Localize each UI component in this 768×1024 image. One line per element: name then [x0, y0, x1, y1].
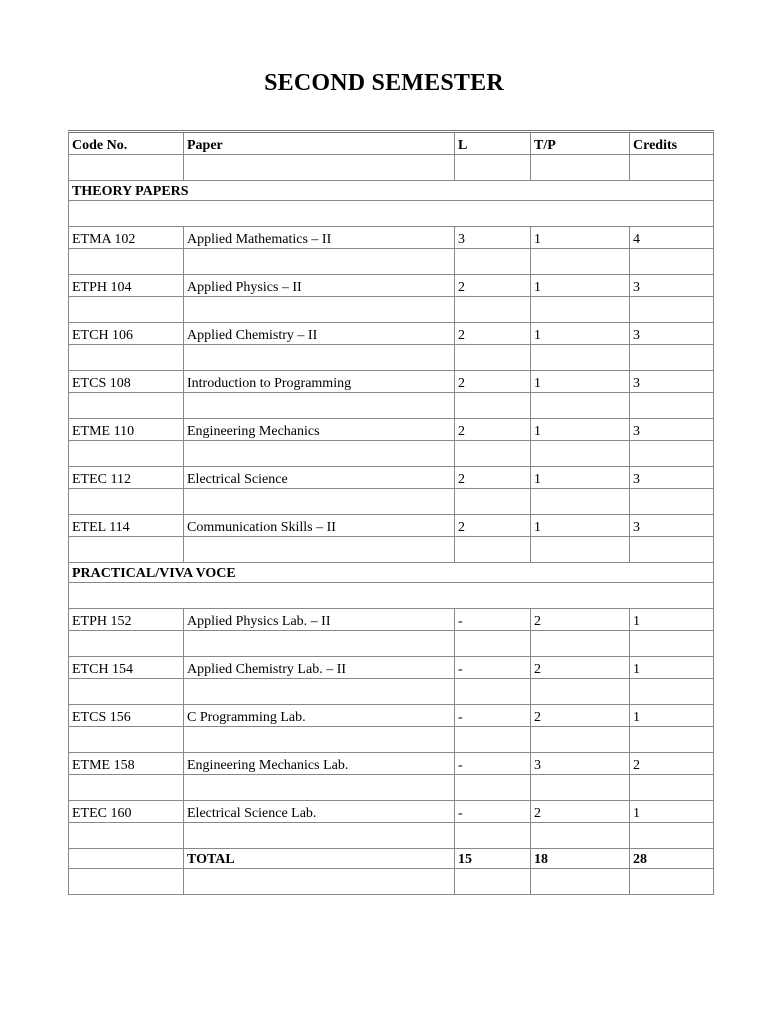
header-row	[69, 132, 714, 155]
total-l: 15	[455, 849, 531, 869]
header-tp: T/P	[531, 132, 630, 155]
spacer-row	[69, 201, 714, 227]
cell-tp: 2	[531, 705, 630, 727]
cell-tp: 2	[531, 801, 630, 823]
course-schedule-table	[68, 130, 714, 895]
cell-credits: 3	[630, 371, 714, 393]
table-row	[69, 657, 714, 679]
cell-paper: Engineering Mechanics Lab.	[184, 753, 455, 775]
cell-code: ETEC 160	[69, 801, 184, 823]
section-row-theory	[69, 181, 714, 201]
cell-code: ETPH 152	[69, 609, 184, 631]
cell-l: -	[455, 801, 531, 823]
table-row	[69, 467, 714, 489]
spacer-row	[69, 631, 714, 657]
cell-tp: 1	[531, 419, 630, 441]
cell-credits: 3	[630, 419, 714, 441]
cell-l: 2	[455, 371, 531, 393]
cell-credits: 1	[630, 705, 714, 727]
cell-paper: Engineering Mechanics	[184, 419, 455, 441]
cell-paper: Applied Chemistry Lab. – II	[184, 657, 455, 679]
header-paper: Paper	[184, 132, 455, 155]
spacer-row	[69, 823, 714, 849]
cell-paper: Communication Skills – II	[184, 515, 455, 537]
cell-paper: Applied Mathematics – II	[184, 227, 455, 249]
cell-l: 2	[455, 515, 531, 537]
cell-credits: 3	[630, 323, 714, 345]
table-row	[69, 275, 714, 297]
table-row	[69, 323, 714, 345]
cell-credits: 1	[630, 609, 714, 631]
cell-credits: 3	[630, 515, 714, 537]
cell-tp: 1	[531, 323, 630, 345]
cell-l: 2	[455, 323, 531, 345]
spacer-row	[69, 393, 714, 419]
table-row	[69, 753, 714, 775]
cell-paper: Electrical Science	[184, 467, 455, 489]
cell-l: -	[455, 753, 531, 775]
total-tp: 18	[531, 849, 630, 869]
cell-code: ETME 158	[69, 753, 184, 775]
cell-tp: 1	[531, 371, 630, 393]
spacer-row	[69, 345, 714, 371]
cell-code: ETEC 112	[69, 467, 184, 489]
table-row	[69, 371, 714, 393]
cell-paper: Applied Physics Lab. – II	[184, 609, 455, 631]
header-code: Code No.	[69, 132, 184, 155]
table-row	[69, 705, 714, 727]
cell-code: ETCH 106	[69, 323, 184, 345]
header-l: L	[455, 132, 531, 155]
cell-credits: 4	[630, 227, 714, 249]
table-row	[69, 515, 714, 537]
cell-tp: 1	[531, 227, 630, 249]
cell-paper: C Programming Lab.	[184, 705, 455, 727]
spacer-row	[69, 489, 714, 515]
cell-credits: 3	[630, 467, 714, 489]
cell-l: 2	[455, 467, 531, 489]
cell-tp: 2	[531, 609, 630, 631]
table-row	[69, 227, 714, 249]
header-credits: Credits	[630, 132, 714, 155]
cell-tp: 1	[531, 467, 630, 489]
cell-code: ETCS 108	[69, 371, 184, 393]
cell-credits: 3	[630, 275, 714, 297]
spacer-row	[69, 775, 714, 801]
spacer-row	[69, 297, 714, 323]
cell-code: ETPH 104	[69, 275, 184, 297]
section-title-practical: PRACTICAL/VIVA VOCE	[69, 563, 714, 583]
cell-tp: 1	[531, 275, 630, 297]
cell-credits: 1	[630, 801, 714, 823]
cell-l: 2	[455, 275, 531, 297]
cell-tp: 2	[531, 657, 630, 679]
table-row	[69, 419, 714, 441]
cell-tp: 3	[531, 753, 630, 775]
cell-paper: Applied Physics – II	[184, 275, 455, 297]
cell-code: ETMA 102	[69, 227, 184, 249]
section-row-practical	[69, 563, 714, 583]
cell-code: ETCH 154	[69, 657, 184, 679]
section-title-theory: THEORY PAPERS	[69, 181, 714, 201]
cell-l: -	[455, 657, 531, 679]
spacer-row	[69, 249, 714, 275]
cell-paper: Electrical Science Lab.	[184, 801, 455, 823]
spacer-row	[69, 869, 714, 895]
total-row	[69, 849, 714, 869]
total-label: TOTAL	[184, 849, 455, 869]
total-credits: 28	[630, 849, 714, 869]
table-row	[69, 801, 714, 823]
cell-code: ETME 110	[69, 419, 184, 441]
cell-tp: 1	[531, 515, 630, 537]
spacer-row	[69, 727, 714, 753]
spacer-row	[69, 537, 714, 563]
cell-code: ETEL 114	[69, 515, 184, 537]
cell-code: ETCS 156	[69, 705, 184, 727]
cell-paper: Applied Chemistry – II	[184, 323, 455, 345]
page-title: SECOND SEMESTER	[264, 70, 504, 96]
spacer-row	[69, 155, 714, 181]
cell-credits: 2	[630, 753, 714, 775]
cell-l: -	[455, 705, 531, 727]
spacer-row	[69, 441, 714, 467]
cell-credits: 1	[630, 657, 714, 679]
cell-paper: Introduction to Programming	[184, 371, 455, 393]
cell-l: 3	[455, 227, 531, 249]
table-row	[69, 609, 714, 631]
cell-l: -	[455, 609, 531, 631]
cell-l: 2	[455, 419, 531, 441]
spacer-row	[69, 679, 714, 705]
spacer-row	[69, 583, 714, 609]
